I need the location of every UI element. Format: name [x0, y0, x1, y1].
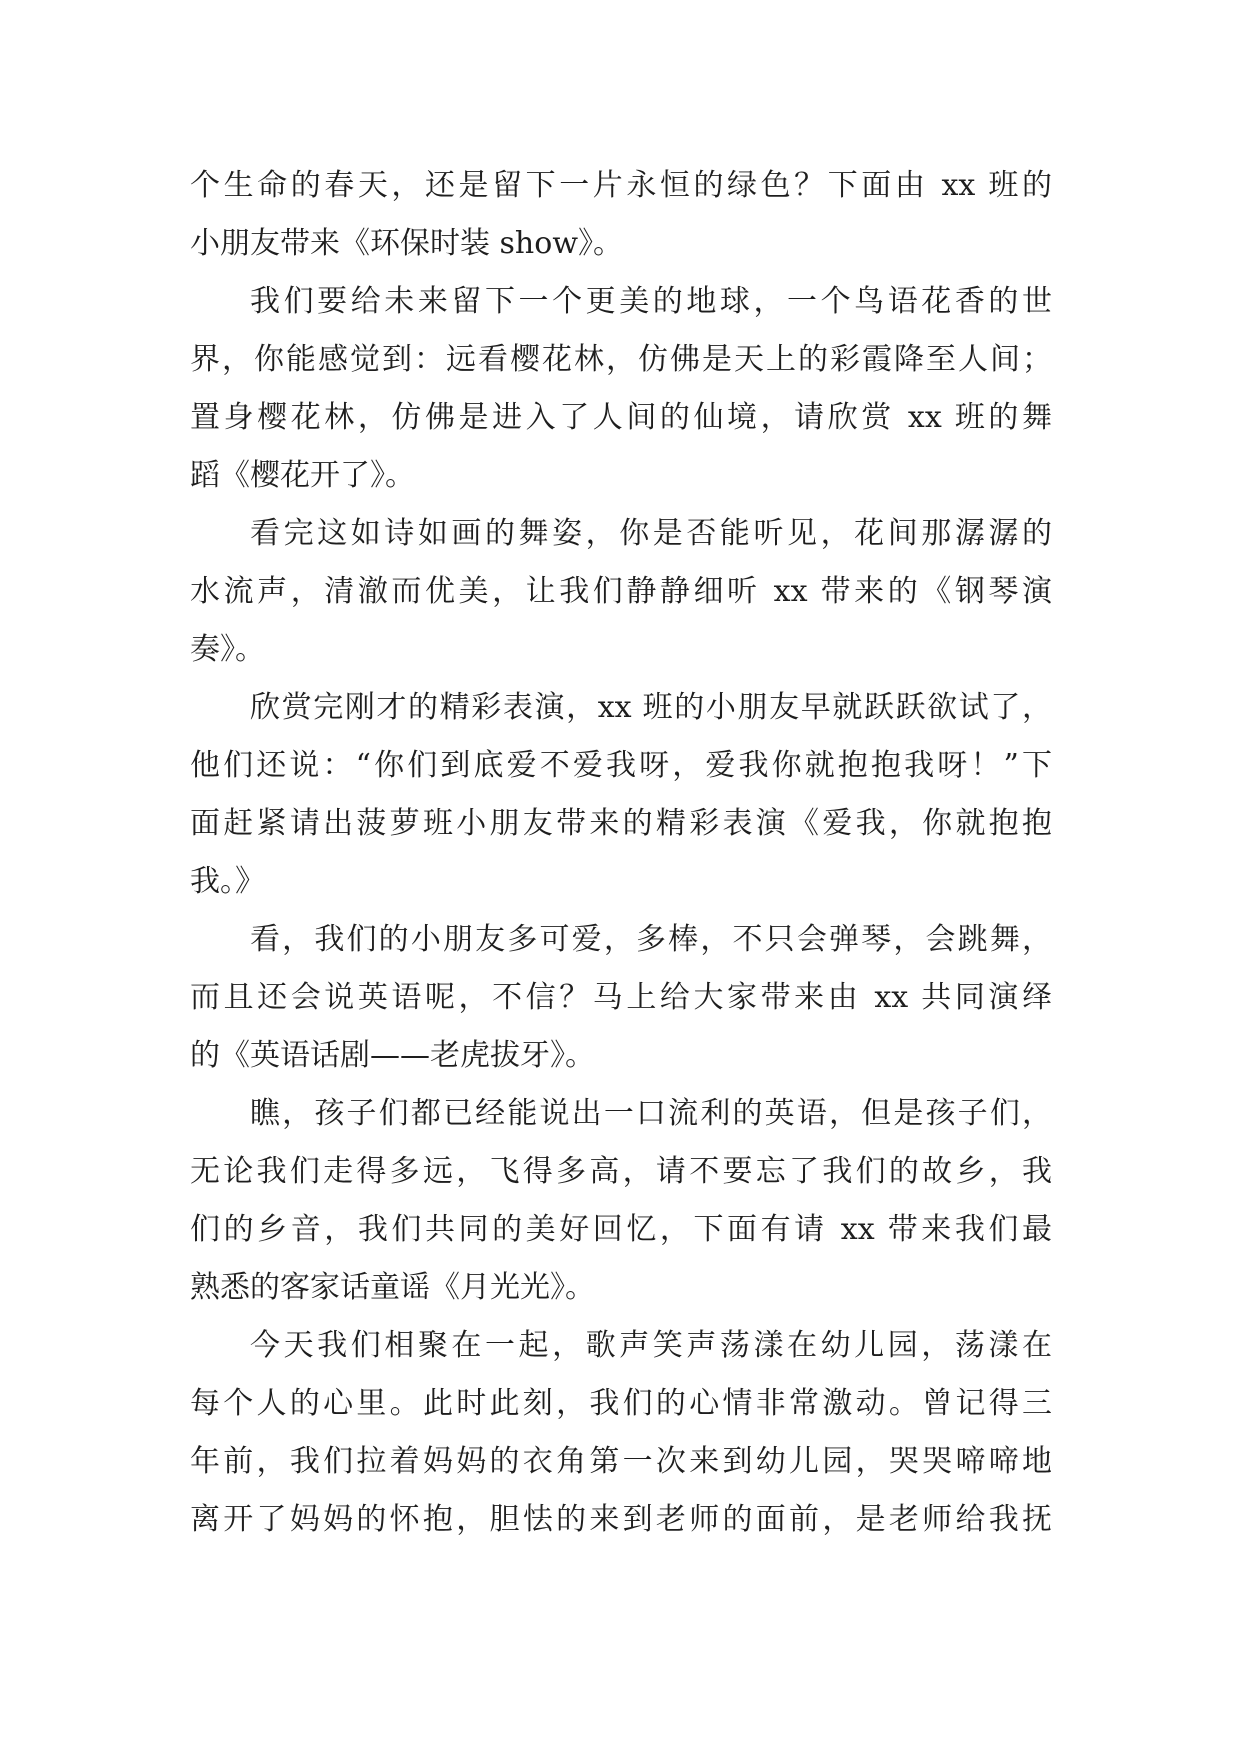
paragraph-first-line: 我们要给未来留下一个更美的地球，一个鸟语花香的世: [250, 284, 1052, 319]
text-line: 个生命的春天，还是留下一片永恒的绿色？下面由 xx 班的: [190, 168, 1052, 203]
paragraph-first-line: 瞧，孩子们都已经能说出一口流利的英语，但是孩子们，: [250, 1096, 1052, 1131]
paragraph-first-line: 看，我们的小朋友多可爱，多棒，不只会弹琴，会跳舞，: [250, 922, 1052, 957]
text-line: 面赶紧请出菠萝班小朋友带来的精彩表演《爱我，你就抱抱: [190, 806, 1052, 841]
document-body: [190, 157, 1052, 1549]
paragraph-first-line: 今天我们相聚在一起，歌声笑声荡漾在幼儿园，荡漾在: [250, 1328, 1052, 1363]
text-line: 小朋友带来《环保时装 show》。: [190, 226, 623, 261]
text-line: 熟悉的客家话童谣《月光光》。: [190, 1270, 595, 1305]
text-line: 水流声，清澈而优美，让我们静静细听 xx 带来的《钢琴演: [190, 574, 1052, 609]
text-line: 蹈《樱花开了》。: [190, 458, 415, 493]
text-line: 界，你能感觉到：远看樱花林，仿佛是天上的彩霞降至人间；: [190, 342, 1052, 377]
text-line: 们的乡音，我们共同的美好回忆，下面有请 xx 带来我们最: [190, 1212, 1052, 1247]
text-line: 他们还说：“你们到底爱不爱我呀，爱我你就抱抱我呀！”下: [190, 748, 1052, 783]
text-line: 年前，我们拉着妈妈的衣角第一次来到幼儿园，哭哭啼啼地: [190, 1444, 1052, 1479]
text-line: 离开了妈妈的怀抱，胆怯的来到老师的面前，是老师给我抚: [190, 1502, 1052, 1537]
text-line: 我。》: [190, 864, 265, 899]
paragraph-first-line: 欣赏完刚才的精彩表演，xx 班的小朋友早就跃跃欲试了，: [250, 690, 1052, 725]
paragraph-first-line: 看完这如诗如画的舞姿，你是否能听见，花间那潺潺的: [250, 516, 1052, 551]
text-line: 每个人的心里。此时此刻，我们的心情非常激动。曾记得三: [190, 1386, 1052, 1421]
text-line: 而且还会说英语呢，不信？马上给大家带来由 xx 共同演绎: [190, 980, 1052, 1015]
text-line: 的《英语话剧——老虎拔牙》。: [190, 1038, 595, 1073]
text-line: 置身樱花林，仿佛是进入了人间的仙境，请欣赏 xx 班的舞: [190, 400, 1052, 435]
text-line: 奏》。: [190, 632, 265, 667]
text-line: 无论我们走得多远，飞得多高，请不要忘了我们的故乡，我: [190, 1154, 1052, 1189]
